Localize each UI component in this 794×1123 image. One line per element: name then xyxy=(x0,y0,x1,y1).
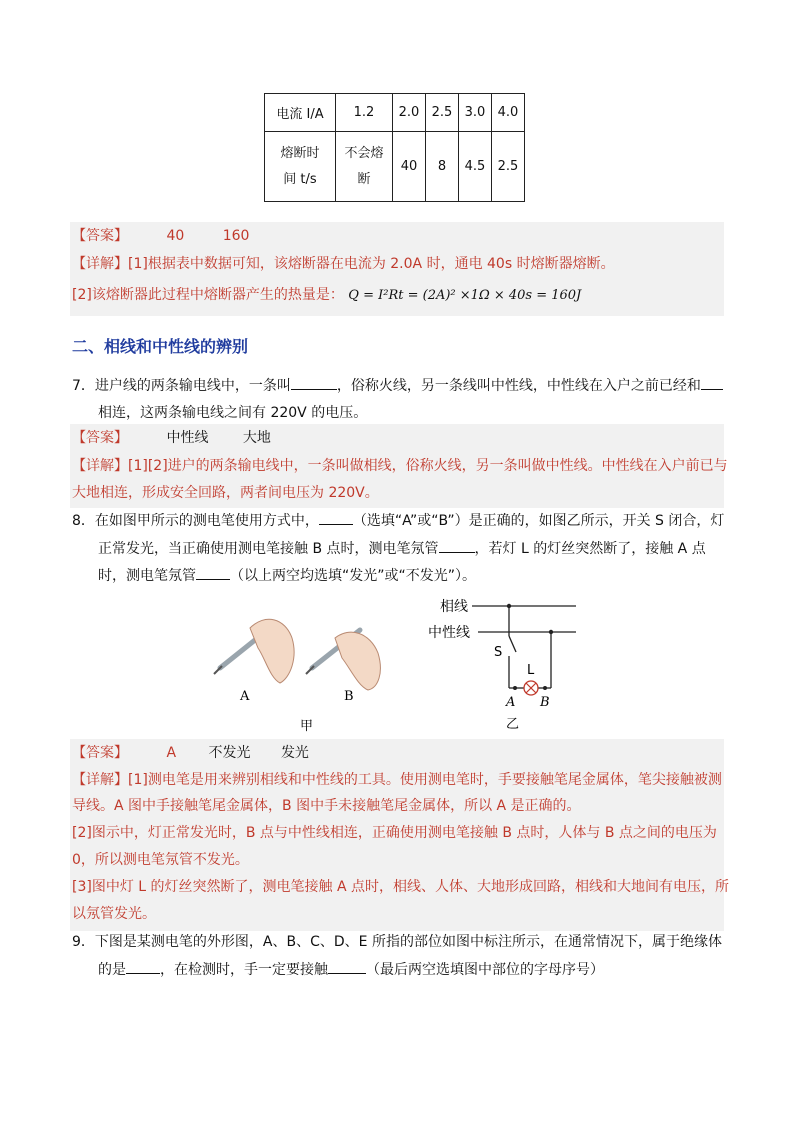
phase-label: 相线 xyxy=(440,599,468,615)
q8-text: 正常发光，当正确使用测电笔接触 B 点时，测电笔氖管 xyxy=(98,541,439,557)
figure-jia xyxy=(210,598,390,738)
table-cell: 2.5 xyxy=(492,132,525,202)
detail-tag: 【详解】 xyxy=(72,458,128,474)
q8-detail-line1 xyxy=(72,766,722,794)
neutral-label: 中性线 xyxy=(428,625,470,641)
table-header-time xyxy=(265,132,336,202)
table-header-time-l1: 熔断时 xyxy=(280,145,320,161)
point-b-label: B xyxy=(540,695,550,710)
q8-detail-line6: 以氖管发光。 xyxy=(72,906,156,922)
table-header-time-l2: 间 t/s xyxy=(283,171,317,187)
answer-1: 40 xyxy=(166,228,185,244)
switch-s xyxy=(509,636,516,652)
table-cell: 40 xyxy=(393,132,426,202)
caption-yi: 乙 xyxy=(506,717,520,732)
point-a-label: A xyxy=(506,695,516,710)
q8-text: 8．在如图甲所示的测电笔使用方式中， xyxy=(72,513,319,529)
table-cell: 8 xyxy=(426,132,459,202)
q7-text: 7．进户线的两条输电线中，一条叫 xyxy=(72,378,291,394)
detail-text: [1][2]进户的两条输电线中，一条叫做相线，俗称火线，另一条叫做中性线。中性线在入户前已与 xyxy=(128,458,728,474)
q6-detail-line1 xyxy=(72,250,615,278)
detail-text: [1]测电笔是用来辨别相线和中性线的工具。使用测电笔时，手要接触笔尾金属体，笔尖接触被测 xyxy=(128,772,722,788)
q8-text: 时，测电笔氖管 xyxy=(98,568,196,584)
answer-3: 发光 xyxy=(280,745,309,761)
q6-detail-line2 xyxy=(72,281,581,310)
section-title: 二、相线和中性线的辨别 xyxy=(72,337,249,356)
table-cell: 1.2 xyxy=(336,94,393,132)
blank xyxy=(126,957,160,974)
q7-text: ，俗称火线，另一条线叫中性线，中性线在入户之前已经和 xyxy=(336,378,701,394)
q9-text: （最后两空选填图中部位的字母序号） xyxy=(366,962,604,978)
q8-answer-line xyxy=(72,739,309,767)
table-cell: 2.5 xyxy=(426,94,459,132)
answer-2: 160 xyxy=(222,228,250,244)
q8-detail-line4: 0，所以测电笔氖管不发光。 xyxy=(72,852,249,868)
table-cell: 3.0 xyxy=(459,94,492,132)
blank xyxy=(701,373,723,390)
test-pen-b-illustration xyxy=(306,630,380,690)
fuse-data-table xyxy=(264,93,525,202)
q7-detail-line1 xyxy=(72,452,728,480)
q8-detail-line3: [2]图示中，灯正常发光时，B 点与中性线相连，正确使用测电笔接触 B 点时，人体与 B 点之间的电压为 xyxy=(72,825,717,841)
q8-line3 xyxy=(98,562,476,590)
q8-text: ，若灯 L 的灯丝突然断了，接触 A 点 xyxy=(474,541,706,557)
test-pen-a-illustration xyxy=(214,619,294,683)
table-cell-no-melt xyxy=(336,132,393,202)
table-cell: 2.0 xyxy=(393,94,426,132)
lamp-label: L xyxy=(527,663,535,678)
q9-text: 的是 xyxy=(98,962,126,978)
q9-line1: 9．下图是某测电笔的外形图，A、B、C、D、E 所指的部位如图中标注所示，在通常情况下，属于绝缘体 xyxy=(72,934,722,950)
detail-tag: 【详解】 xyxy=(72,256,128,272)
q7-answer-line xyxy=(72,424,271,452)
label-a: A xyxy=(240,689,250,704)
caption-jia: 甲 xyxy=(300,719,314,734)
q6-answer-line xyxy=(72,222,249,250)
heat-formula: Q = I²Rt = (2A)² ×1Ω × 40s = 160J xyxy=(348,288,582,303)
detail-text: [2]该熔断器此过程中熔断器产生的热量是： xyxy=(72,287,344,303)
q8-line1 xyxy=(72,507,724,535)
table-header-current: 电流 I/A xyxy=(265,94,336,132)
answer-2: 不发光 xyxy=(208,745,251,761)
blank xyxy=(328,957,366,974)
answer-1: 中性线 xyxy=(166,430,209,446)
table-cell-no-melt-l2: 断 xyxy=(357,171,371,187)
answer-tag: 【答案】 xyxy=(72,430,128,446)
table-cell-no-melt-l1: 不会熔 xyxy=(344,145,384,161)
q8-text: （以上两空均选填“发光”或“不发光”）。 xyxy=(230,568,477,584)
answer-tag: 【答案】 xyxy=(72,228,128,244)
blank xyxy=(439,536,475,553)
q8-line2 xyxy=(98,535,706,563)
blank xyxy=(291,373,337,390)
switch-label: S xyxy=(494,645,503,660)
q7-detail-line2: 大地相连，形成安全回路，两者间电压为 220V。 xyxy=(72,485,379,501)
answer-tag: 【答案】 xyxy=(72,745,128,761)
detail-text: [1]根据表中数据可知，该熔断器在电流为 2.0A 时，通电 40s 时熔断器熔断。 xyxy=(128,256,615,272)
q8-text: （选填“A”或“B”）是正确的，如图乙所示，开关 S 闭合，灯 xyxy=(352,513,725,529)
q9-text: ，在检测时，手一定要接触 xyxy=(160,962,328,978)
label-b: B xyxy=(344,689,354,704)
detail-tag: 【详解】 xyxy=(72,772,128,788)
q8-detail-line2: 导线。A 图中手接触笔尾金属体，B 图中手未接触笔尾金属体，所以 A 是正确的。 xyxy=(72,798,581,814)
blank xyxy=(196,563,230,580)
q7-line1 xyxy=(72,372,723,400)
table-cell: 4.5 xyxy=(459,132,492,202)
answer-2: 大地 xyxy=(242,430,271,446)
figure-yi-circuit xyxy=(424,594,584,739)
q9-line2 xyxy=(98,956,604,984)
q7-line2: 相连，这两条输电线之间有 220V 的电压。 xyxy=(98,405,368,421)
answer-1: A xyxy=(166,745,177,761)
q8-detail-line5: [3]图中灯 L 的灯丝突然断了，测电笔接触 A 点时，相线、人体、大地形成回路，相线和大地间有电压，所 xyxy=(72,879,730,895)
table-cell: 4.0 xyxy=(492,94,525,132)
blank xyxy=(319,508,353,525)
